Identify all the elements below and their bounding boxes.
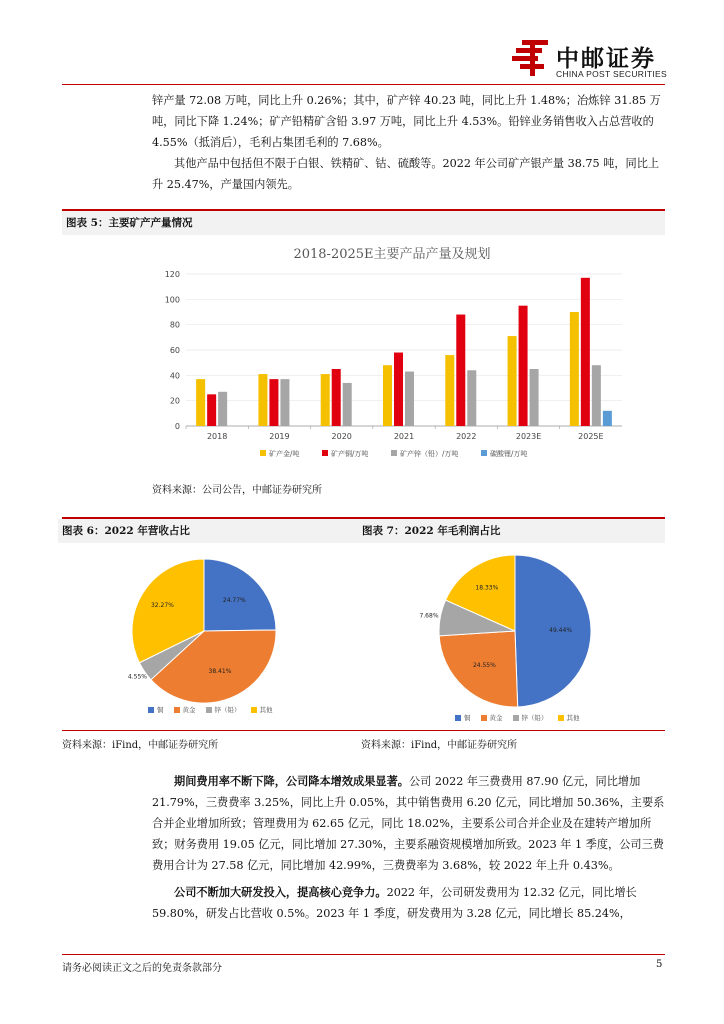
logo xyxy=(512,38,672,82)
bar xyxy=(321,374,330,426)
pie-legend-swatch xyxy=(481,715,487,721)
y-tick-label: 20 xyxy=(169,396,180,406)
footer-disclaimer: 请务必阅读正文之后的免责条款部分 xyxy=(62,963,222,974)
bar xyxy=(603,411,612,426)
pie-legend-label: 铜 xyxy=(157,706,164,714)
paragraph-rd xyxy=(152,882,665,924)
x-tick-label: 2018 xyxy=(206,432,228,441)
pie-legend-item xyxy=(251,705,273,714)
legend-label: 矿产铜/万吨 xyxy=(331,450,369,458)
bar xyxy=(269,379,278,426)
y-tick-label: 100 xyxy=(164,295,180,305)
bar xyxy=(218,392,227,426)
legend-label: 矿产金/吨 xyxy=(269,450,300,458)
pie-legend-label: 锌（铅） xyxy=(214,706,241,714)
legend-swatch xyxy=(391,450,397,456)
pie-value-label: 49.44% xyxy=(549,627,573,635)
pie-value-label: 18.33% xyxy=(475,584,499,592)
pie-value-label: 32.27% xyxy=(150,602,174,610)
pie-legend-item xyxy=(174,705,196,714)
figure6-7-header xyxy=(62,517,665,543)
pie-value-label: 7.68% xyxy=(419,612,439,620)
pie-legend-item xyxy=(206,705,241,714)
paragraph-zinc: 锌产量 72.08 万吨，同比上升 0.26%；其中，矿产锌 40.23 吨，同比上升 1.48%；冶炼锌 31.85 万吨，同比下降 1.24%；矿产铅精矿含铅 3.97 万吨，同比上升 4.53%。铅锌业务销售收入占总营收的 4.55%（抵消后），毛利占集团毛利的 7.68%。 xyxy=(152,94,661,149)
y-tick-label: 40 xyxy=(169,371,180,381)
y-tick-label: 0 xyxy=(174,422,180,431)
pie-legend-item xyxy=(455,713,471,722)
bar xyxy=(456,315,465,426)
expenses-body: 公司 2022 年三费费用 87.90 亿元，同比增加 21.79%，三费费率 3.25%，同比上升 0.05%，其中销售费用 6.20 亿元，同比增加 50.36%，主要系合并企业增加所致；管理费用为 62.65 亿元，同比 18.02%，主要系公司合并企业及在建转产增加所致；财务费用 19.05 亿元，同比增加 27.30%，主要系融资规模增加所致。2023 年 1 季度，公司三费费用合计为 27.58 亿元，同比增加 42.99%，三费费率为 3.68%，较 2022 年上升 0.43%。 xyxy=(152,775,665,872)
bar xyxy=(196,379,205,426)
chart-title: 2018-2025E主要产品产量及规划 xyxy=(293,247,491,262)
bar xyxy=(207,394,216,426)
figure6-source: 资料来源：iFind，中邮证券研究所 xyxy=(62,740,219,751)
legend-swatch xyxy=(481,450,487,456)
bar xyxy=(592,365,601,426)
pie-legend-swatch xyxy=(251,707,257,713)
x-tick-label: 2025E xyxy=(578,432,604,441)
figure7-label: 图表 7：2022 年毛利润占比 xyxy=(358,519,665,543)
gross-profit-pie-legend xyxy=(455,713,590,723)
bar xyxy=(258,374,267,426)
pie-legend-label: 铜 xyxy=(464,714,471,722)
pie-slice xyxy=(439,631,518,707)
china-post-logo-icon xyxy=(512,38,550,78)
bar xyxy=(570,312,579,426)
x-tick-label: 2019 xyxy=(269,432,290,441)
paragraph-expenses xyxy=(152,771,665,876)
paragraph-other-products: 其他产品中包括但不限于白银、铁精矿、钴、硫酸等。2022 年公司矿产银产量 38.75 吨，同比上升 25.47%，产量国内领先。 xyxy=(152,157,660,191)
pie-legend-item xyxy=(148,705,164,714)
pie-value-label: 24.55% xyxy=(472,661,496,669)
pie-legend-swatch xyxy=(455,715,461,721)
bar xyxy=(581,278,590,426)
x-tick-label: 2023E xyxy=(515,432,542,441)
bar xyxy=(530,369,539,426)
bar xyxy=(383,365,392,426)
footer-rule xyxy=(62,954,665,955)
revenue-pie-chart xyxy=(128,545,308,725)
pie-legend-label: 其他 xyxy=(566,714,580,722)
figure6-label: 图表 6：2022 年营收占比 xyxy=(58,519,362,543)
figure5-header xyxy=(62,209,665,235)
page-number: 5 xyxy=(656,959,663,970)
legend-label: 矿产锌（铅）/万吨 xyxy=(400,450,459,458)
bar xyxy=(280,379,289,426)
bar xyxy=(508,336,517,426)
header-rule xyxy=(62,84,665,85)
legend-swatch xyxy=(260,450,266,456)
bar xyxy=(445,355,454,426)
expenses-heading: 期间费用率不断下降，公司降本增效成果显著。 xyxy=(174,774,409,788)
y-tick-label: 120 xyxy=(164,270,180,279)
y-tick-label: 80 xyxy=(169,320,180,330)
pie-legend-label: 其他 xyxy=(259,706,273,714)
x-tick-label: 2021 xyxy=(393,432,415,441)
y-tick-label: 60 xyxy=(169,346,180,355)
pie-legend-label: 黄金 xyxy=(182,706,196,714)
pie-legend-item xyxy=(481,713,503,722)
gross-profit-pie-chart xyxy=(419,545,605,725)
figure7-source: 资料来源：iFind，中邮证券研究所 xyxy=(361,740,518,751)
x-tick-label: 2020 xyxy=(331,432,352,441)
bar xyxy=(343,383,352,426)
bar xyxy=(405,372,414,426)
figure5-source: 资料来源：公司公告，中邮证券研究所 xyxy=(152,485,322,496)
production-bar-chart xyxy=(152,238,632,468)
rd-body: 2022 年，公司研发费用为 12.32 亿元，同比增长 59.80%，研发占比营收 0.5%。2023 年 1 季度，研发费用为 3.28 亿元，同比增长 85.24%， xyxy=(152,886,637,920)
pie-value-label: 38.41% xyxy=(208,668,232,676)
bar xyxy=(519,306,528,426)
pie-legend-swatch xyxy=(148,707,154,713)
rd-heading: 公司不断加大研发投入，提高核心竞争力。 xyxy=(174,885,387,899)
bar xyxy=(394,353,403,426)
figure6-7-divider xyxy=(62,730,665,731)
bar xyxy=(332,369,341,426)
pie-legend-swatch xyxy=(174,707,180,713)
x-tick-label: 2022 xyxy=(456,432,477,441)
pie-legend-swatch xyxy=(206,707,212,713)
pie-legend-item xyxy=(558,713,580,722)
legend-label: 碳酸锂/万吨 xyxy=(490,450,528,458)
pie-value-label: 24.77% xyxy=(222,597,246,605)
logo-text-zh: 中邮证券 xyxy=(556,46,656,72)
pie-slice xyxy=(204,559,276,631)
pie-legend-swatch xyxy=(558,715,564,721)
logo-text-en: CHINA POST SECURITIES xyxy=(556,69,667,79)
pie-legend-label: 锌（铅） xyxy=(521,714,548,722)
bar xyxy=(467,370,476,426)
pie-value-label: 4.55% xyxy=(127,673,147,681)
revenue-pie-legend xyxy=(148,705,283,715)
pie-legend-swatch xyxy=(513,715,519,721)
legend-swatch xyxy=(322,450,328,456)
pie-legend-item xyxy=(513,713,548,722)
pie-legend-label: 黄金 xyxy=(489,714,503,722)
figure5-label: 图表 5：主要矿产产量情况 xyxy=(66,217,193,229)
